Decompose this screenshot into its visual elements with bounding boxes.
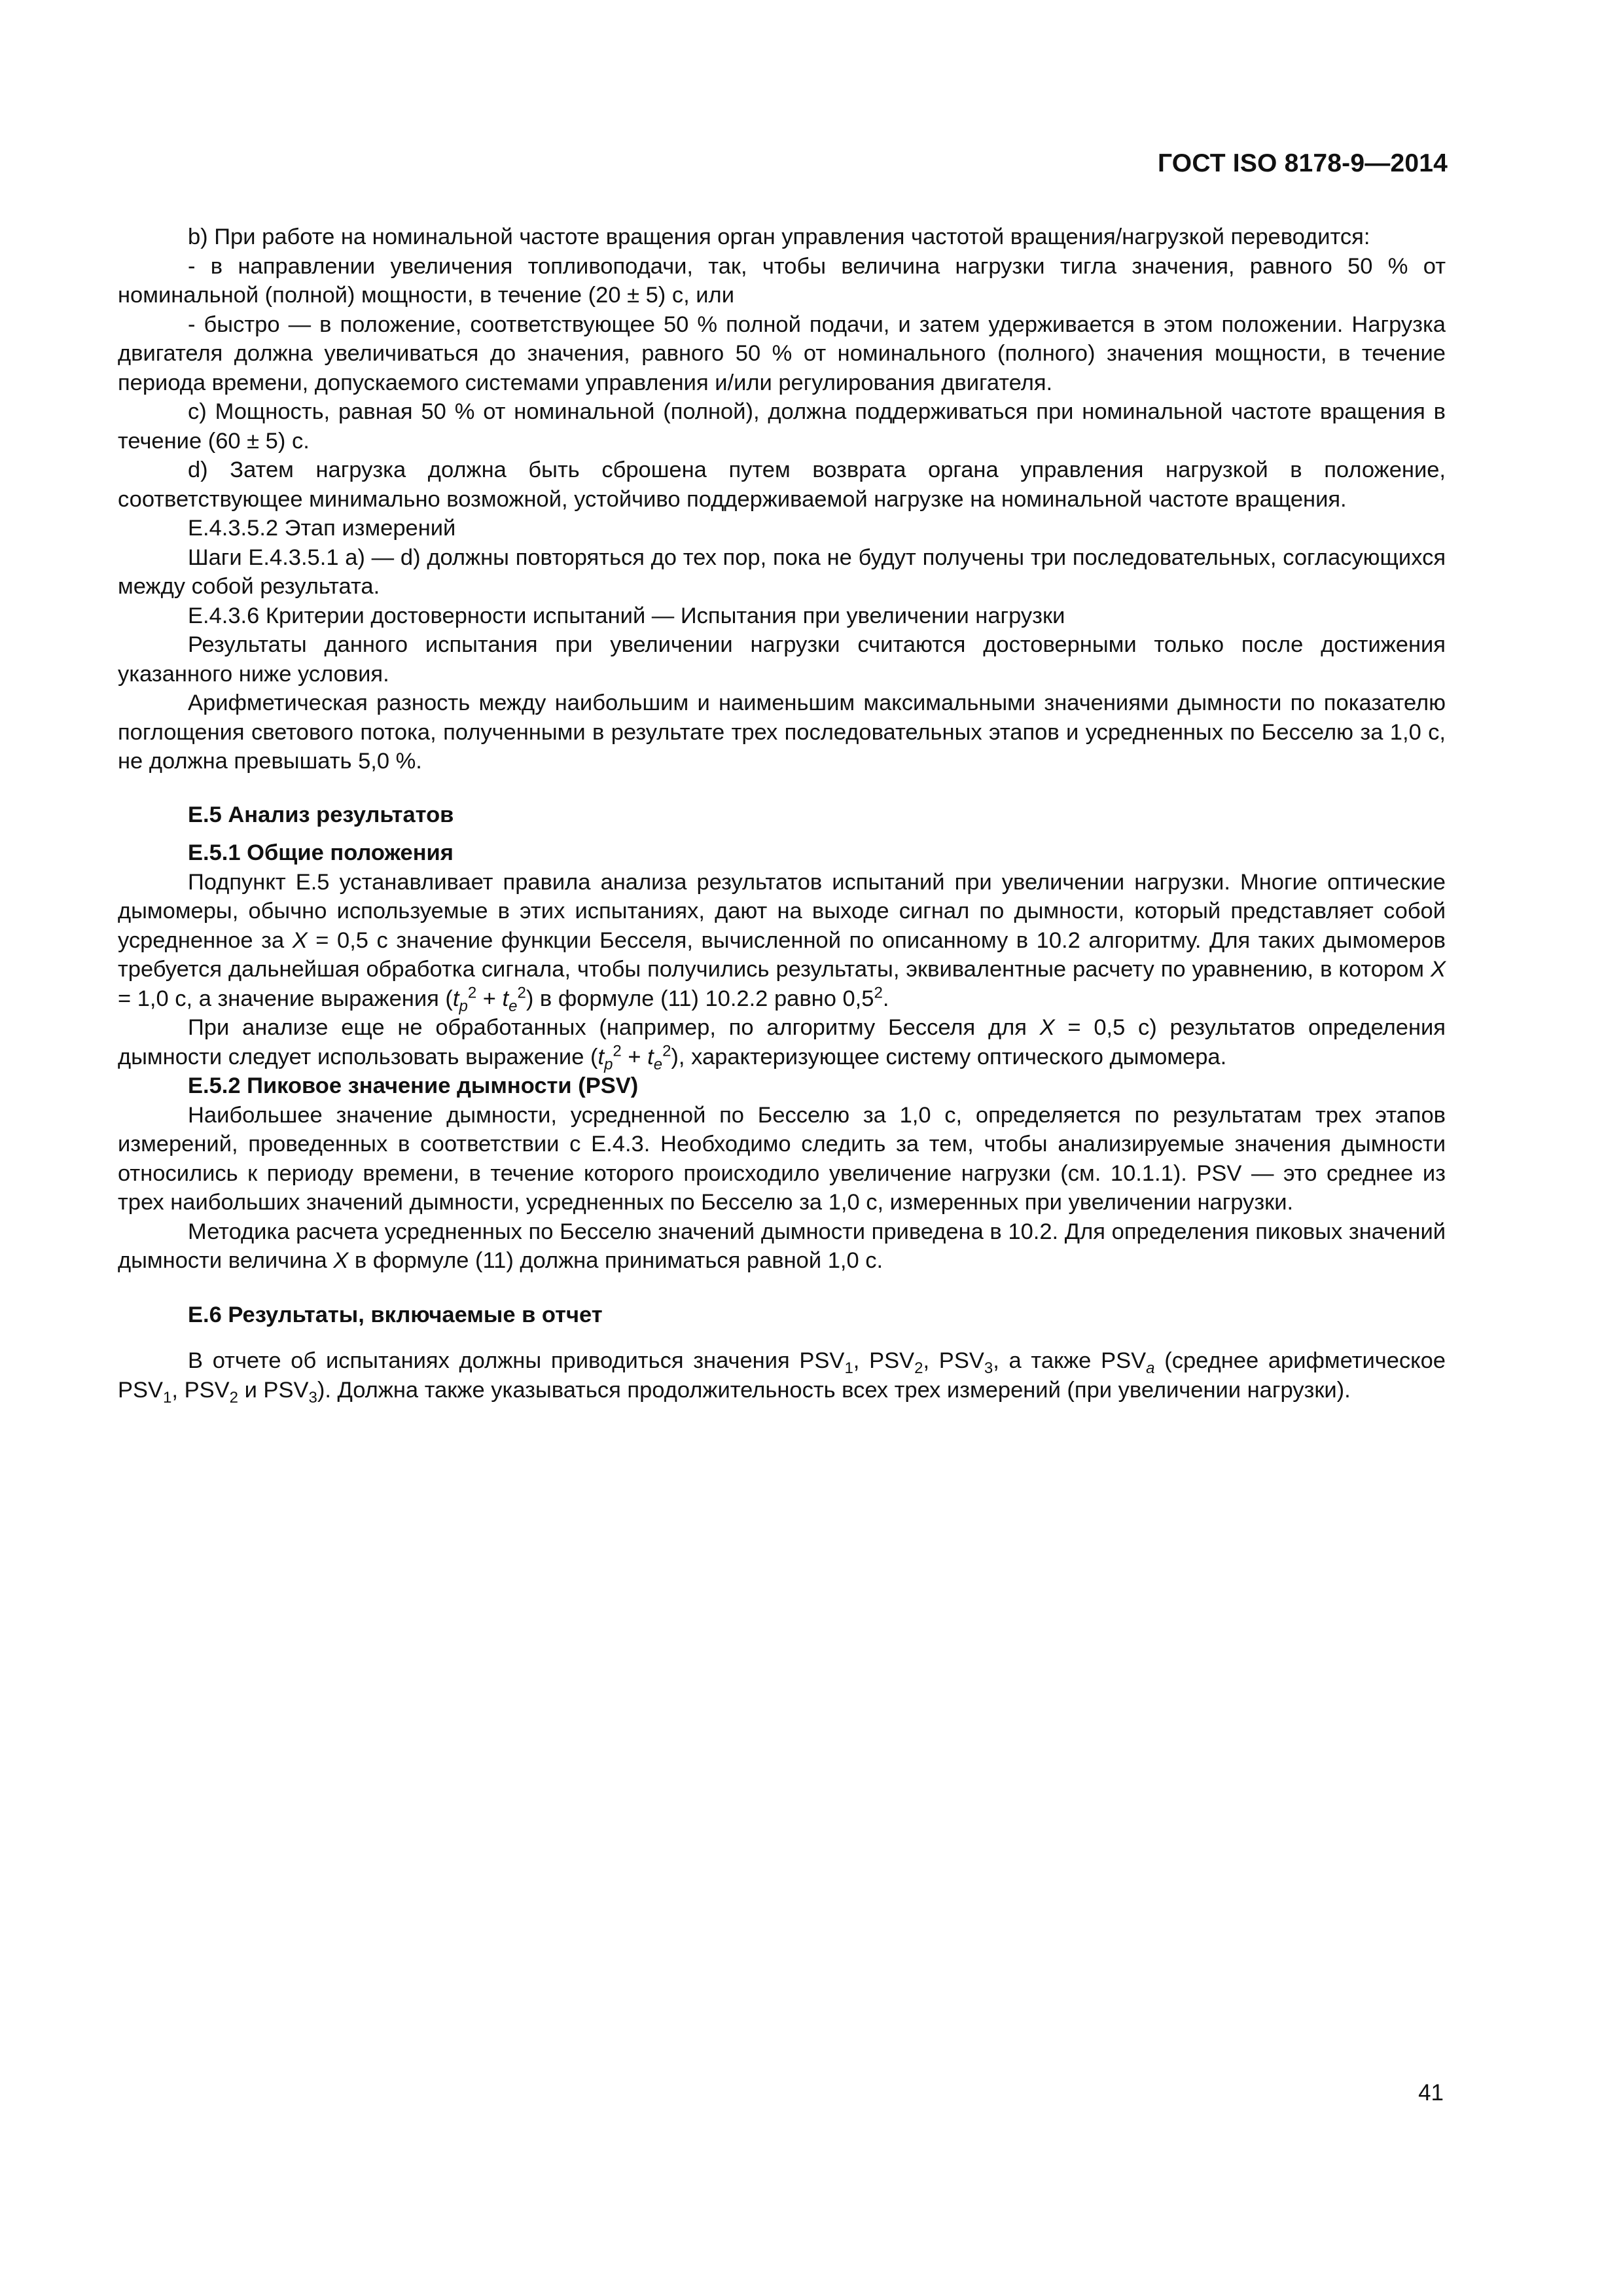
section-e52-paragraph-1: Наибольшее значение дымности, усредненной по Бесселю за 1,0 с, определяется по результатам трех этапов измерений, проведенных в соответствии с Е.4.3. Необходимо следить за тем, чтобы анализируемые значения дымности относились к периоду времени, в течение которого происходило увеличение нагрузки (см. 10.1.1). PSV — это среднее из трех наибольших значений дымности, усредненных по Бесселю за 1,0 с, измеренных при увеличении нагрузки. [118,1102,1446,1215]
section-e52-title: Е.5.2 Пиковое значение дымности (PSV) [188,1073,639,1098]
section-e5-title: Е.5 Анализ результатов [188,802,454,827]
section-e52-paragraph-2: Методика расчета усредненных по Бесселю значений дымности приведена в 10.2. Для определения пиковых значений дымности величина X в формуле (11) должна приниматься равной 1,0 с. [118,1219,1446,1273]
page-number: 41 [1418,2080,1444,2106]
paragraph-b-dash-1: - в направлении увеличения топливоподачи, так, чтобы величина нагрузки тигла значения, равного 50 % от номинальной (полной) мощности, в течение (20 ± 5) с, или [118,253,1446,308]
document-body [118,223,1446,1405]
paragraph-d: d) Затем нагрузка должна быть сброшена путем возврата органа управления нагрузкой в положение, соответствующее минимально возможной, устойчиво поддерживаемой нагрузке на номинальной частоте вращения. [118,457,1446,512]
clause-e4352-text: Шаги Е.4.3.5.1 a) — d) должны повторяться до тех пор, пока не будут получены три последовательных, согласующихся между собой результата. [118,545,1446,599]
clause-e436-text-2: Арифметическая разность между наибольшим и наименьшим максимальными значениями дымности по показателю поглощения светового потока, полученными в результате трех последовательных этапов и усредненных по Бесселю за 1,0 с, не должна превышать 5,0 %. [118,691,1446,774]
section-e51-paragraph-1: Подпункт Е.5 устанавливает правила анализа результатов испытаний при увеличении нагрузки. Многие оптические дымомеры, обычно используемые в этих испытаниях, дают на выходе сигнал по дымности, который представляет собой усредненное за X = 0,5 с значение функции Бесселя, вычисленной по описанному в 10.2 алгоритму. Для таких дымомеров требуется дальнейшая обработка сигнала, чтобы получились результаты, эквивалентные расчету по уравнению, в котором X = 1,0 с, а значение выражения $(t_p^2 + t_e^2)$ в формуле (11) 10.2.2 равно $0,5^2$. [118,869,1446,1015]
section-e6-title: Е.6 Результаты, включаемые в отчет [188,1302,603,1327]
section-e6-paragraph: В отчете об испытаниях должны приводиться значения $PSV_1$, $PSV_2$, $PSV_3$, а также $PSV_a$ (среднее арифметическое $PSV_1$, $PSV_2$ и $PSV_3$). Должна также указываться продолжительность всех трех измерений (при увеличении нагрузки). [118,1348,1446,1407]
clause-e4352-title: Е.4.3.5.2 Этап измерений [188,516,456,541]
paragraph-b-intro: b) При работе на номинальной частоте вращения орган управления частотой вращения/нагрузкой переводится: [188,224,1370,249]
clause-e436-text-1: Результаты данного испытания при увеличении нагрузки считаются достоверными только после достижения указанного ниже условия. [118,632,1446,687]
clause-e436-title: Е.4.3.6 Критерии достоверности испытаний — Испытания при увеличении нагрузки [188,603,1065,628]
paragraph-c: c) Мощность, равная 50 % от номинальной (полной), должна поддерживаться при номинальной частоте вращения в течение (60 ± 5) с. [118,399,1446,454]
standard-header: ГОСТ ISO 8178-9—2014 [1158,149,1448,177]
section-e51-title: Е.5.1 Общие положения [188,840,454,865]
paragraph-b-dash-2: - быстро — в положение, соответствующее 50 % полной подачи, и затем удерживается в этом положении. Нагрузка двигателя должна увеличиваться до значения, равного 50 % от номинального (полного) значения мощности, в течение периода времени, допускаемого системами управления и/или регулирования двигателя. [118,312,1446,395]
section-e51-paragraph-2: При анализе еще не обработанных (например, по алгоритму Бесселя для X = 0,5 с) результатов определения дымности следует использовать выражение $(t_p^2 + t_e^2)$, характеризующее систему оптического дымомера. [118,1015,1446,1073]
